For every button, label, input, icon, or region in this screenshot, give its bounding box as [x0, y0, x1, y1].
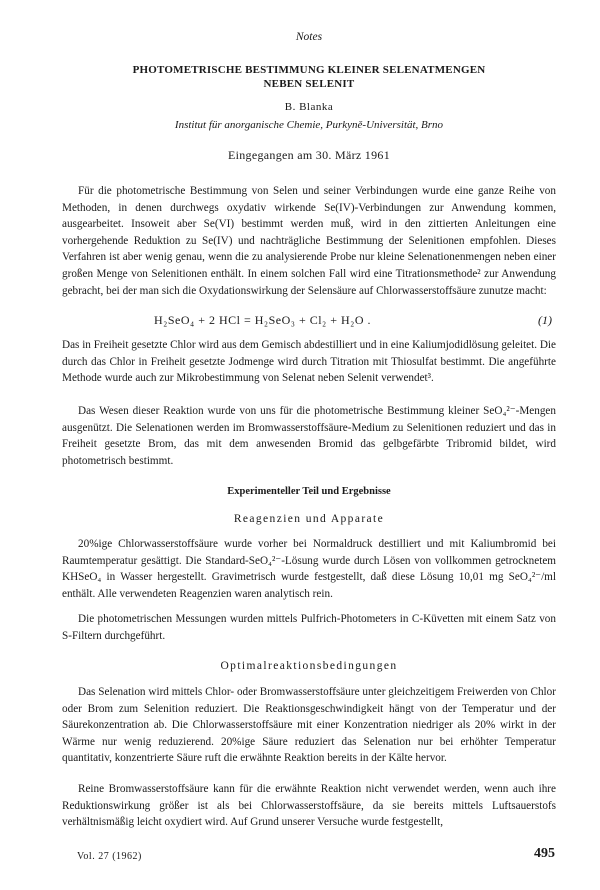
paragraph-chlorine: Das in Freiheit gesetzte Chlor wird aus dem Gemisch abdestilliert und in eine Kaliumjodidlösung geleitet. Die durch das Chlor in Freiheit gesetzte Jodmenge wird durch Titration mit Thiosulfat bestimmt. Die angeführte Methode wurde auch zur Mikrobestimmung von Selenat neben Selenit verwendet³.	[62, 339, 557, 385]
title-line-2: NEBEN SELENIT	[263, 78, 355, 90]
subsection-heading-reagents: Reagenzien und Apparate	[233, 513, 385, 525]
page-number: 495	[534, 846, 555, 861]
received-date: Eingegangen am 30. März 1961	[227, 148, 391, 162]
equation-number: (1)	[538, 313, 552, 327]
paragraph-photometer: Die photometrischen Messungen wurden mittels Pulfrich-Photometers in C-Küvetten mit einem Satz von S-Filtern durchgeführt.	[62, 613, 556, 642]
author: B. Blanka	[284, 101, 334, 113]
footer-volume: Vol. 27 (1962)	[77, 851, 142, 862]
paragraph-bromide: Reine Bromwasserstoffsäure kann für die erwähnte Reaktion nicht verwendet werden, wenn auch ihre Reduktionswirkung größer ist als bei Chlorwasserstoffsäure, da sie bereits mittels Luftsauerstofs verhältnismäßig leicht oxydiert wird. Auf Grund unserer Versuche wurde festgestellt,	[62, 783, 556, 829]
affiliation: Institut für anorganische Chemie, Purkyně-Universität, Brno	[174, 119, 444, 131]
subsection-heading-conditions: Optimalreaktionsbedingungen	[220, 660, 398, 672]
section-heading-experimental: Experimenteller Teil und Ergebnisse	[227, 486, 391, 497]
equation	[62, 313, 556, 331]
title-line-1: PHOTOMETRISCHE BESTIMMUNG KLEINER SELENATMENGEN	[132, 64, 486, 76]
paragraph-reagents: 20%ige Chlorwasserstoffsäure wurde vorher bei Normaldruck destilliert und mit Kaliumbromid bei Raumtemperatur gesättigt. Die Standard-SeO₄²⁻-Lösung wurde durch Lösen von vollkommen getrocknetem KHSeO₄ in Wasser hergestellt. Gravimetrisch wurde festgestellt, daß diese Lösung 10,01 mg SeO₄²⁻/ml enthält. Alle verwendeten Reagenzien waren analytisch rein.	[62, 538, 556, 600]
paragraph-intro: Für die photometrische Bestimmung von Selen und seiner Verbindungen wurde eine ganze Reihe von Methoden, in denen durchwegs oxydativ wirkende Se(IV)-Verbindungen zur Anwendung kommen, ausgearbeitet. Insoweit aber Se(VI) bestimmt werden muß, wird in den zittierten Anleitungen eine vorhergehende Reduktion zu Se(IV) und nachträgliche Bestimmung der Selenitionen empfohlen. Dieses Verfahren ist aber wenig genau, wenn die zu analysierende Probe nur kleine Selenationenmengen neben einer großen Menge von Selenitionen enthält. In einem solchen Fall wird eine Titrationsmethode² zur Anwendung gebracht, bei der man sich die Oxydationswirkung der Selensäure auf Chlorwasserstoffsäure zunutze macht:	[62, 185, 556, 297]
article-title	[62, 63, 556, 91]
section-label: Notes	[295, 31, 323, 43]
paragraph-method: Das Wesen dieser Reaktion wurde von uns für die photometrische Bestimmung kleiner SeO₄²⁻-Mengen ausgenützt. Die Selenationen werden im Bromwasserstoffsäure-Medium zu Selenitionen reduziert und das in Freiheit gesetzte Brom, das mit dem anwesenden Bromid das gelbgefärbte Tribromid bildet, wird photometrisch bestimmt.	[62, 405, 556, 467]
equation-text: H₂SeO₄ + 2 HCl = H₂SeO₃ + Cl₂ + H₂O .	[154, 313, 372, 327]
paragraph-selenation: Das Selenation wird mittels Chlor- oder Bromwasserstoffsäure unter gleichzeitigem Freiwerden von Chlor oder Brom zum Selenition reduziert. Die Reaktionsgeschwindigkeit hängt von der Temperatur und der Säurekonzentration ab. Die Chlorwasserstoffsäure mit einer Konzentration niedriger als 20% wirkt in der Wärme nur wenig reduzierend. 20%ige Säure reduziert das Selenation nur bei erhöhter Temperatur quantitativ, konzentrierte Säure ruft die erwähnte Reaktion bereits in der Kälte hervor.	[62, 686, 556, 765]
